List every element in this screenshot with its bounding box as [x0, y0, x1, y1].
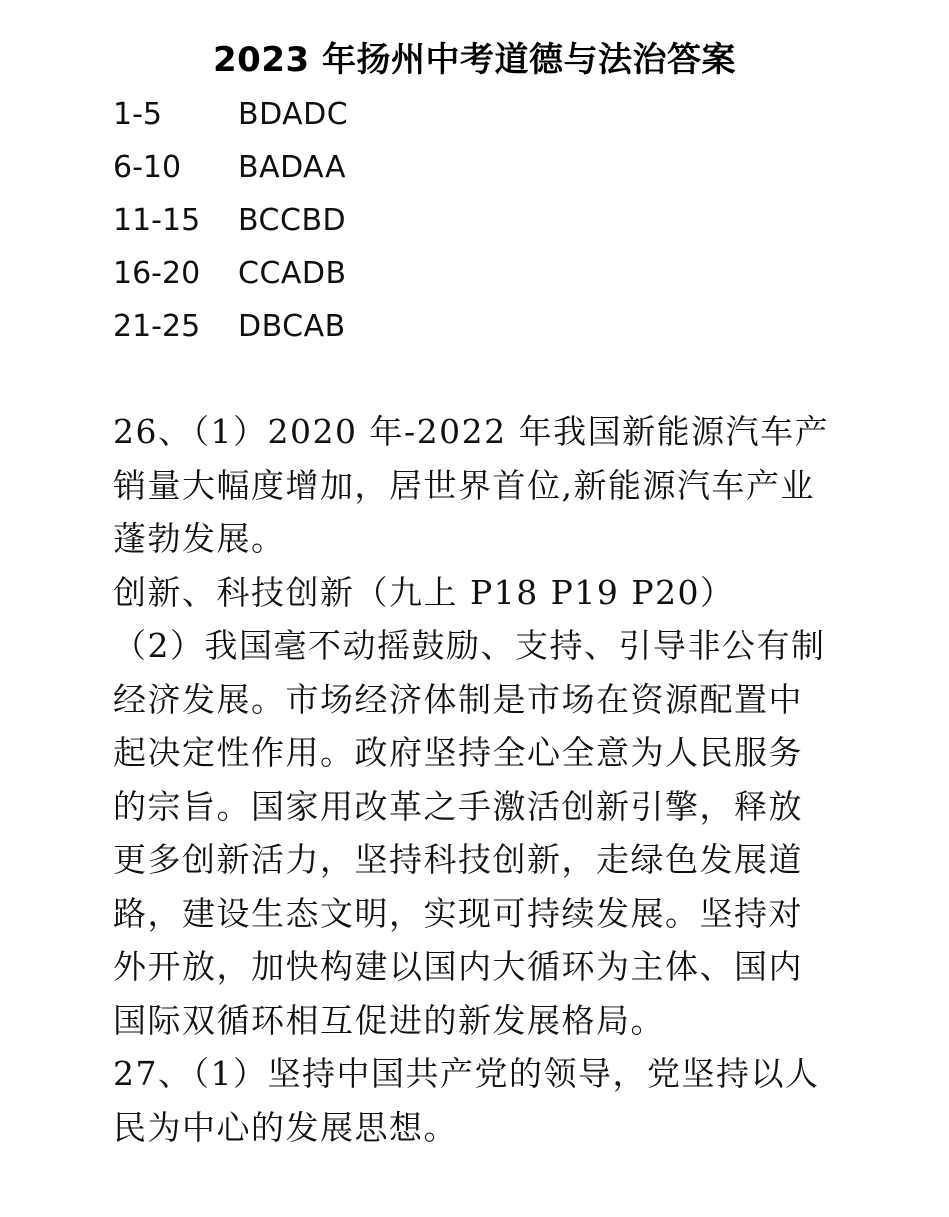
open-answers: [113, 405, 833, 1154]
mc-range: 1-5: [113, 97, 162, 132]
mc-row: [113, 194, 513, 247]
q26-part2-answer: （2）我国毫不动摇鼓励、支持、引导非公有制经济发展。市场经济体制是市场在资源配置中起决定性作用。政府坚持全心全意为人民服务的宗旨。国家用改革之手激活创新引擎，释放更多创新活力，坚持科技创新，走绿色发展道路，建设生态文明，实现可持续发展。坚持对外开放，加快构建以国内大循环为主体、国内国际双循环相互促进的新发展格局。: [113, 626, 826, 1040]
mc-answer-letters: BADAA: [238, 150, 347, 185]
mc-range: 11-15: [113, 203, 201, 238]
mc-answer-letters: BDADC: [238, 97, 349, 132]
q26-part1-reference: 创新、科技创新（九上 P18 P19 P20）: [113, 572, 735, 612]
mc-answer-letters: DBCAB: [238, 309, 346, 344]
page-title: 2023 年扬州中考道德与法治答案: [213, 40, 736, 80]
q26-part1-answer: 26、（1）2020 年-2022 年我国新能源汽车产销量大幅度增加，居世界首位,新能源汽车产业蓬勃发展。: [113, 412, 830, 558]
multiple-choice-answers: [113, 88, 513, 353]
mc-range: 21-25: [113, 309, 201, 344]
mc-range: 6-10: [113, 150, 182, 185]
mc-answer-letters: BCCBD: [238, 203, 347, 238]
q27-part1-answer: 27、（1）坚持中国共产党的领导，党坚持以人民为中心的发展思想。: [113, 1054, 820, 1147]
mc-answer-letters: CCADB: [238, 256, 347, 291]
mc-row: [113, 88, 513, 141]
mc-row: [113, 300, 513, 353]
mc-row: [113, 141, 513, 194]
mc-row: [113, 247, 513, 300]
mc-range: 16-20: [113, 256, 201, 291]
